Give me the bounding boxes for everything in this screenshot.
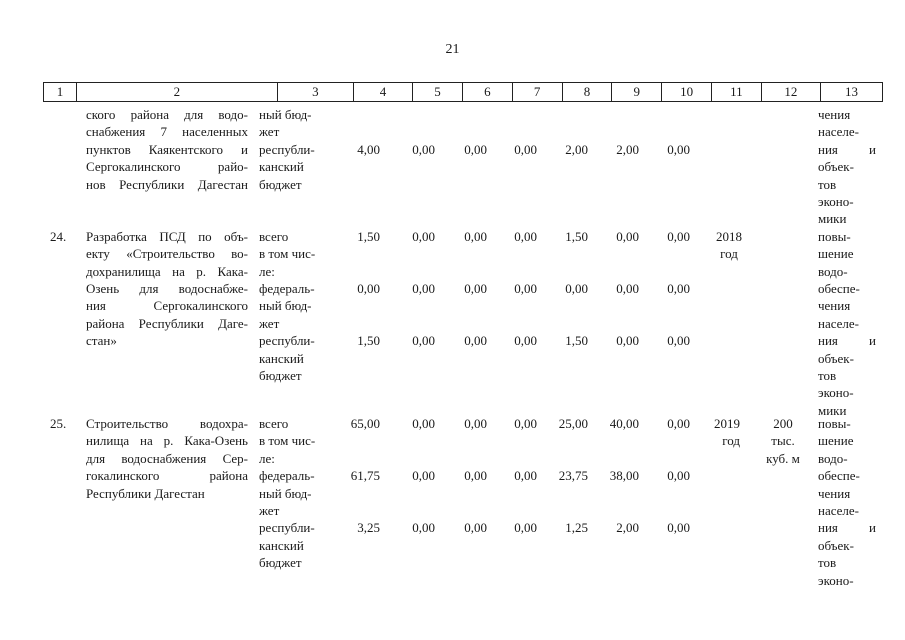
header-cell: 5 [412,83,462,101]
value-cell: 2,00 [565,141,588,157]
year-cell: год [722,433,740,449]
program-name-line: стан» [86,333,117,349]
value-cell: 0,00 [464,333,487,349]
value-cell: 0,00 [667,468,690,484]
goal-line: чения [818,485,851,501]
funding-source-line: канский [259,537,304,553]
value-cell: 0,00 [667,520,690,536]
funding-source-line: бюджет [259,368,302,383]
value-cell: 0,00 [514,281,537,296]
value-cell: 0,00 [616,281,639,296]
value-cell: 0,00 [616,333,639,349]
value-cell: 0,00 [412,281,435,296]
value-cell: 0,00 [412,141,435,157]
value-cell: 1,50 [565,333,588,349]
goal-line: населе- [818,124,860,140]
header-cell: 11 [711,83,761,101]
value-cell: 0,00 [514,228,537,244]
goal-line: объек- [818,159,854,175]
funding-source-line: бюджет [259,555,302,571]
value-cell: 1,50 [357,228,380,244]
funding-source-line: республи- [259,520,315,536]
goal-line: чения [818,107,851,122]
header-cell: 2 [76,83,277,101]
goal-line: шение [818,433,854,449]
program-name-line: ского района для водо- [86,107,248,122]
funding-source-line: бюджет [259,176,302,192]
goal-line: повы- [818,228,851,244]
value-cell: 0,00 [667,228,690,244]
capacity-cell: куб. м [766,450,800,466]
funding-source-line: жет [259,315,280,331]
value-cell: 0,00 [616,228,639,244]
value-cell: 0,00 [357,281,380,296]
value-cell: 4,00 [357,141,380,157]
program-name-line: нов Республики Дагестан [86,176,248,192]
goal-line: населе- [818,315,860,331]
value-cell: 0,00 [412,333,435,349]
program-name-line: ния Сергокалинского [86,298,248,314]
goal-line: населе- [818,503,860,518]
header-cell: 12 [761,83,820,101]
funding-source-line: всего [259,228,289,244]
funding-source-line: федераль- [259,468,315,484]
program-name-line: дохранилища на р. Кака- [86,263,248,279]
funding-source-line: ный бюд- [259,298,312,314]
goal-line: ния и [818,520,876,536]
value-cell: 0,00 [464,228,487,244]
goal-line: обеспе- [818,281,860,296]
value-cell: 1,50 [565,228,588,244]
goal-line: ния и [818,333,876,349]
value-cell: 1,25 [565,520,588,536]
funding-source-line: в том чис- [259,433,316,449]
program-name-line: района Республики Даге- [86,315,248,331]
header-cell: 4 [353,83,412,101]
funding-source-line: республи- [259,141,315,157]
program-name-line: пунктов Каякентского и [86,141,248,157]
table-header-row [43,82,883,102]
page-number: 21 [445,42,460,57]
value-cell: 0,00 [514,333,537,349]
value-cell: 0,00 [667,281,690,296]
funding-source-line: всего [259,416,289,431]
goal-line: водо- [818,450,848,466]
header-cell: 6 [462,83,512,101]
value-cell: 23,75 [558,468,588,484]
goal-line: тов [818,368,837,383]
goal-line: эконо- [818,385,854,401]
value-cell: 1,50 [357,333,380,349]
funding-source-line: ный бюд- [259,107,312,122]
value-cell: 40,00 [609,416,639,431]
capacity-cell: тыс. [771,433,795,449]
value-cell: 0,00 [464,281,487,296]
value-cell: 65,00 [350,416,380,431]
goal-line: эконо- [818,572,854,588]
goal-line: ния и [818,141,876,157]
program-name-line: снабжения 7 населенных [86,124,248,140]
funding-source-line: ле: [259,263,275,279]
value-cell: 38,00 [609,468,639,484]
row-number: 25. [50,416,67,431]
goal-line: водо- [818,263,848,279]
funding-source-line: канский [259,350,304,366]
value-cell: 0,00 [514,141,537,157]
value-cell: 2,00 [616,141,639,157]
funding-source-line: республи- [259,333,315,349]
funding-source-line: ный бюд- [259,485,312,501]
program-name-line: нилища на р. Кака-Озень [86,433,248,449]
goal-line: мики [818,402,847,418]
value-cell: 0,00 [667,141,690,157]
value-cell: 61,75 [350,468,380,484]
value-cell: 0,00 [464,416,487,431]
program-name-line: Озень для водоснабже- [86,281,248,296]
value-cell: 0,00 [412,520,435,536]
program-name-line: Разработка ПСД по объ- [86,228,248,244]
header-cell: 7 [512,83,562,101]
year-cell: 2018 [716,228,742,244]
value-cell: 0,00 [464,520,487,536]
header-cell: 10 [661,83,711,101]
funding-source-line: жет [259,503,280,518]
funding-source-line: канский [259,159,304,175]
value-cell: 3,25 [357,520,380,536]
header-cell: 8 [562,83,612,101]
goal-line: обеспе- [818,468,860,484]
value-cell: 0,00 [464,468,487,484]
capacity-cell: 200 [773,416,793,431]
program-name-line: Строительство водохра- [86,416,248,431]
funding-source-line: жет [259,124,280,140]
program-name-line: Республики Дагестан [86,485,205,501]
value-cell: 0,00 [412,228,435,244]
header-cell: 1 [56,84,64,99]
header-cell: 13 [820,83,882,101]
goal-line: повы- [818,416,851,431]
goal-line: тов [818,555,837,571]
value-cell: 0,00 [412,416,435,431]
value-cell: 0,00 [514,416,537,431]
header-cell: 9 [611,83,661,101]
goal-line: тов [818,176,837,192]
value-cell: 0,00 [412,468,435,484]
value-cell: 2,00 [616,520,639,536]
goal-line: мики [818,211,847,227]
funding-source-line: федераль- [259,281,315,296]
value-cell: 0,00 [514,468,537,484]
header-cell: 3 [277,83,353,101]
value-cell: 0,00 [667,416,690,431]
program-name-line: Сергокалинского райо- [86,159,248,175]
value-cell: 0,00 [514,520,537,536]
year-cell: год [720,246,738,262]
goal-line: эконо- [818,194,854,209]
goal-line: шение [818,246,854,262]
program-name-line: екту «Строительство во- [86,246,248,262]
year-cell: 2019 [714,416,740,431]
value-cell: 0,00 [464,141,487,157]
program-name-line: гокалинского района [86,468,248,484]
row-number: 24. [50,228,67,244]
program-name-line: для водоснабжения Сер- [86,450,248,466]
value-cell: 0,00 [667,333,690,349]
funding-source-line: ле: [259,450,275,466]
goal-line: объек- [818,537,854,553]
value-cell: 0,00 [565,281,588,296]
funding-source-line: в том чис- [259,246,316,262]
goal-line: объек- [818,350,854,366]
value-cell: 25,00 [558,416,588,431]
goal-line: чения [818,298,851,314]
